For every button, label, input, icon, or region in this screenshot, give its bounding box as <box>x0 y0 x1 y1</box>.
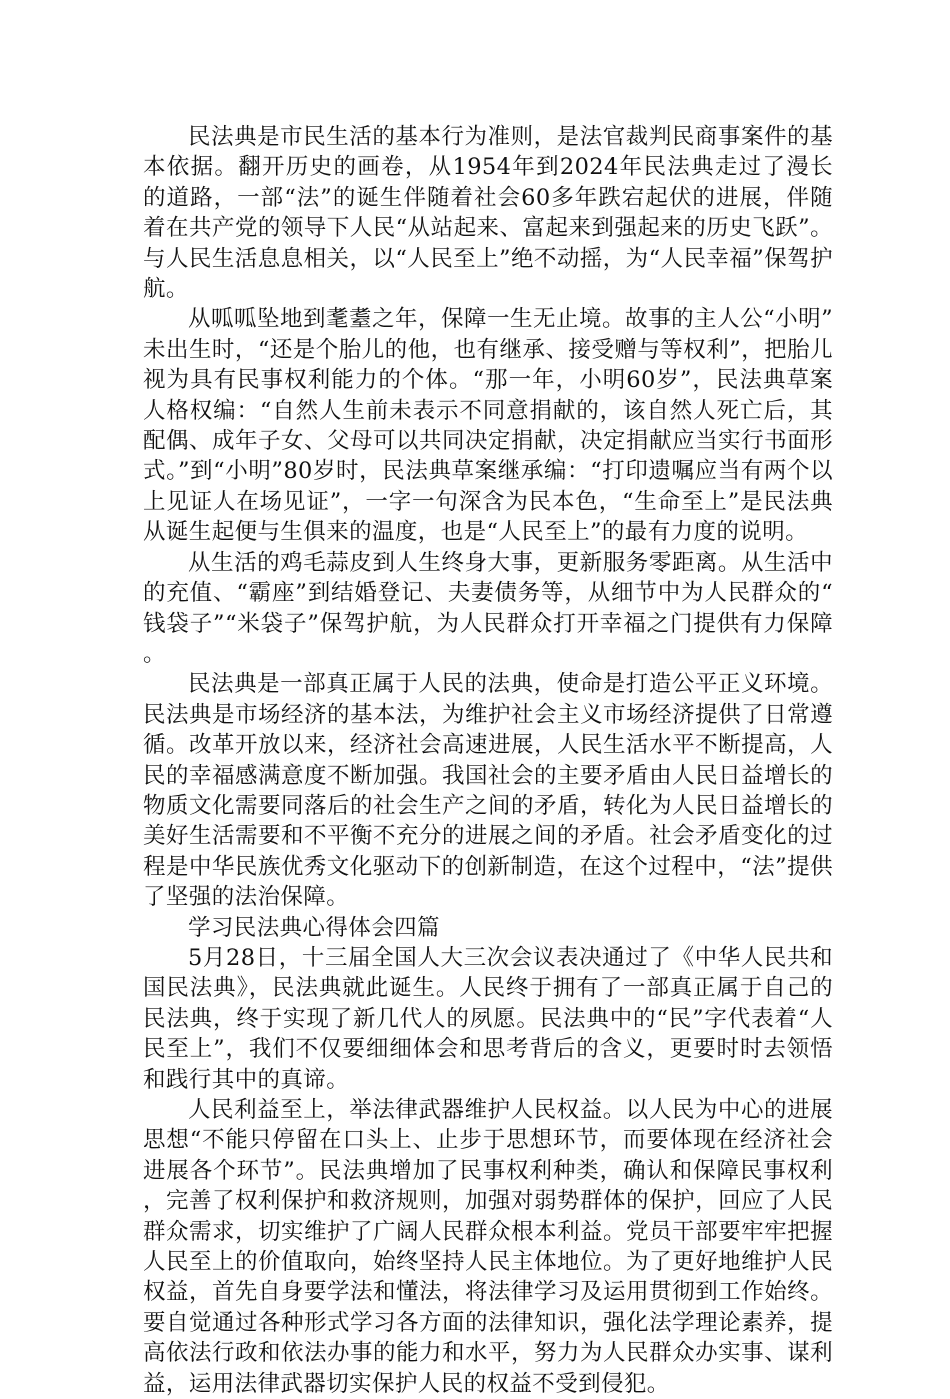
paragraph-may-28: 5月28日，十三届全国人大三次会议表决通过了《中华人民共和国民法典》，民法典就此诞生。人民终于拥有了一部真正属于自己的民法典，终于实现了新几代人的夙愿。民法典中的“民”字代表着“人民至上”，我们不仅要细细体会和思考背后的含义，更要时时去领悟和践行其中的真谛。 <box>143 944 833 1093</box>
paragraph-xiaoming-story: 从呱呱坠地到耄耋之年，保障一生无止境。故事的主人公“小明”未出生时，“还是个胎儿的他，也有继承、接受赠与等权利”，把胎儿视为具有民事权利能力的个体。“那一年，小明60岁”，民法典草案人格权编：“自然人生前未表示不同意捐献的，该自然人死亡后，其配偶、成年子女、父母可以共同决定捐献，决定捐献应当实行书面形式。”到“小明”80岁时，民法典草案继承编：“打印遗嘱应当有两个以上见证人在场见证”，一字一句深含为民本色，“生命至上”是民法典从诞生起便与生俱来的温度，也是“人民至上”的最有力度的说明。 <box>143 306 833 546</box>
document-body <box>143 122 833 1399</box>
section-heading: 学习民法典心得体会四篇 <box>188 914 440 941</box>
paragraph-people-interests: 人民利益至上，举法律武器维护人民权益。以人民为中心的进展思想“不能只停留在口头上、止步于思想环节，而要体现在经济社会进展各个环节”。民法典增加了民事权利种类，确认和保障民事权利，完善了权利保护和救济规则，加强对弱势群体的保护，回应了人民群众需求，切实维护了广阔人民群众根本利益。党员干部要牢牢把握人民至上的价值取向，始终坚持人民主体地位。为了更好地维护人民权益，首先自身要学法和懂法，将法律学习及运用贯彻到工作始终。要自觉通过各种形式学习各方面的法律知识，强化法学理论素养，提高依法行政和依法办事的能力和水平，努力为人民群众办实事、谋利益，运用法律武器切实保护人民的权益不受到侵犯。 <box>143 1097 833 1397</box>
paragraph-fairness-justice: 民法典是一部真正属于人民的法典，使命是打造公平正义环境。民法典是市场经济的基本法，为维护社会主义市场经济提供了日常遵循。改革开放以来，经济社会高速进展，人民生活水平不断提高，人民的幸福感满意度不断加强。我国社会的主要矛盾由人民日益增长的物质文化需要同落后的社会生产之间的矛盾，转化为人民日益增长的美好生活需要和不平衡不充分的进展之间的矛盾。社会矛盾变化的过程是中华民族优秀文化驱动下的创新制造，在这个过程中，“法”提供了坚强的法治保障。 <box>143 671 833 911</box>
paragraph-civil-code-intro: 民法典是市民生活的基本行为准则，是法官裁判民商事案件的基本依据。翻开历史的画卷，从1954年到2024年民法典走过了漫长的道路，一部“法”的诞生伴随着社会60多年跌宕起伏的进展，伴随着在共产党的领导下人民“从站起来、富起来到强起来的历史飞跃”。与人民生活息息相关，以“人民至上”绝不动摇，为“人民幸福”保驾护航。 <box>143 124 833 303</box>
paragraph-daily-life: 从生活的鸡毛蒜皮到人生终身大事，更新服务零距离。从生活中的充值、“霸座”到结婚登记、夫妻债务等，从细节中为人民群众的“钱袋子”“米袋子”保驾护航，为人民群众打开幸福之门提供有力保障。 <box>143 549 833 667</box>
